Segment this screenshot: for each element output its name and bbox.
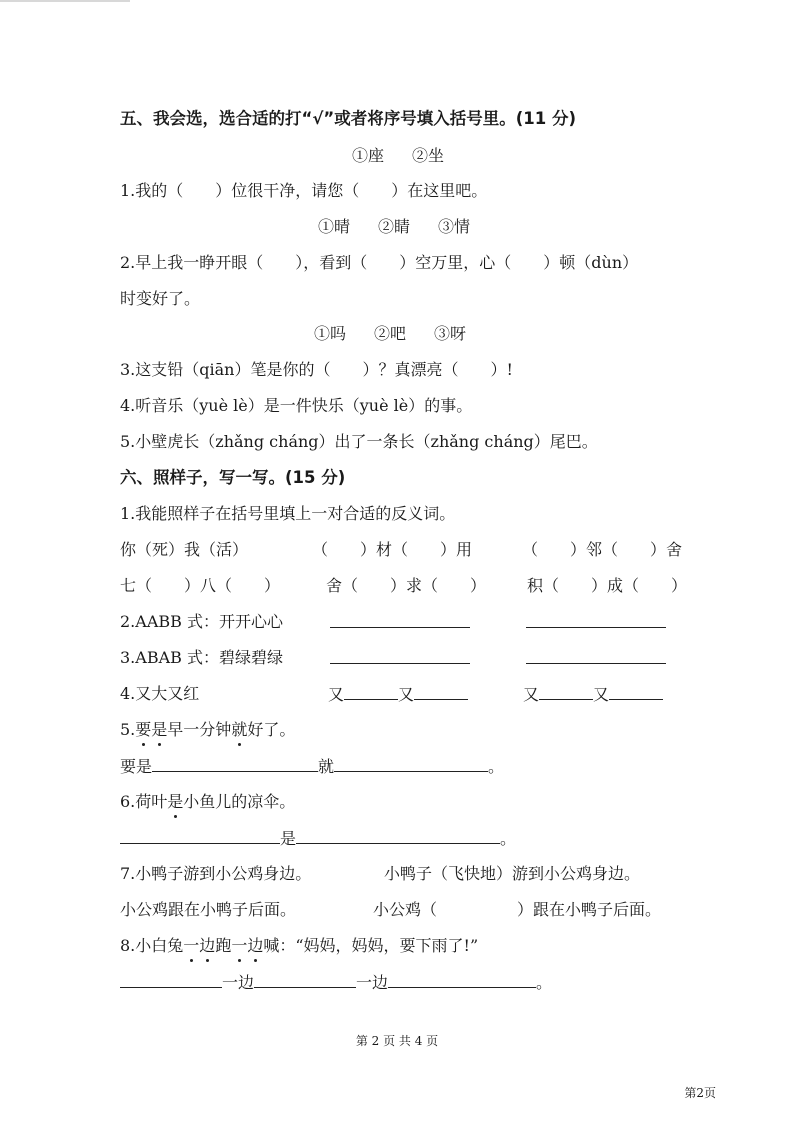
page-number: 第2页 (684, 1086, 716, 1100)
option: ①晴 (318, 217, 351, 236)
answer-line[interactable] (152, 755, 318, 772)
answer-line[interactable] (330, 647, 470, 664)
section-6-heading: 六、照样子，写一写。(15 分) (120, 468, 346, 487)
q2-text-cont: 时变好了。 (120, 289, 201, 308)
q5-text: 5.小壁虎长（zhǎng cháng）出了一条长（zhǎng cháng）尾巴。 (120, 432, 598, 451)
answer-line[interactable] (254, 971, 356, 988)
q4-text: 4.听音乐（yuè lè）是一件快乐（yuè lè）的事。 (120, 396, 473, 415)
q7-original-1: 7.小鸭子游到小公鸡身边。 (120, 864, 312, 883)
answer-line[interactable] (609, 683, 663, 700)
option: ②睛 (378, 217, 411, 236)
option: ③呀 (434, 324, 467, 343)
q2-options (318, 216, 498, 238)
answer-line[interactable] (388, 971, 536, 988)
you-pattern: 又 又 (523, 683, 663, 706)
q7-original-2: 小公鸡跟在小鸭子后面。 (120, 900, 297, 919)
q5-sentence: 5.要是早一分钟就好了。 (120, 720, 296, 739)
q6-sentence: 6.荷叶是小鱼儿的凉伞。 (120, 792, 296, 811)
top-edge-mark (0, 0, 130, 2)
answer-line[interactable] (526, 647, 666, 664)
aabb-label: 2.AABB 式：开开心心 (120, 612, 283, 631)
q1-options (352, 145, 472, 167)
q5-fill: 要是 就 。 (120, 757, 505, 776)
q8-sentence: 8.小白兔一边跑一边喊：“妈妈，妈妈，要下雨了!” (120, 936, 479, 955)
answer-line[interactable] (414, 683, 468, 700)
answer-line[interactable] (120, 827, 280, 844)
option: ②坐 (412, 146, 445, 165)
answer-line[interactable] (334, 755, 488, 772)
you-pattern: 又 又 (328, 683, 468, 706)
answer-line[interactable] (526, 611, 666, 628)
q7-blank: 小公鸡（ ）跟在小鸭子后面。 (373, 900, 662, 919)
section-5-heading: 五、我会选，选合适的打“√”或者将序号填入括号里。(11 分) (120, 109, 576, 128)
antonym-blank: 积（ ）成（ ） (527, 576, 688, 595)
q8-fill: 一边 一边 。 (120, 971, 552, 994)
answer-line[interactable] (296, 827, 500, 844)
q3-text: 3.这支铅（qiān）笔是你的（ ）？真漂亮（ ）! (120, 360, 513, 379)
s6-q1-text: 1.我能照样子在括号里填上一对合适的反义词。 (120, 504, 456, 523)
antonym-blank: （ ）材（ ）用 (312, 540, 473, 559)
page-footer: 第 2 页 共 4 页 (355, 1034, 439, 1048)
q7-example: 小鸭子（飞快地）游到小公鸡身边。 (384, 864, 641, 883)
answer-line[interactable] (120, 971, 222, 988)
answer-line[interactable] (344, 683, 398, 700)
option: ①座 (352, 146, 385, 165)
q3-options (314, 323, 494, 345)
q2-text: 2.早上我一睁开眼（ ），看到（ ）空万里，心（ ）顿（dùn） (120, 253, 639, 272)
option: ②吧 (374, 324, 407, 343)
antonym-example: 你（死）我（活） (120, 540, 249, 559)
option: ①吗 (314, 324, 347, 343)
option: ③情 (438, 217, 471, 236)
you-label: 4.又大又红 (120, 684, 200, 703)
answer-line[interactable] (330, 611, 470, 628)
q6-fill: 是 。 (120, 827, 516, 850)
answer-line[interactable] (539, 683, 593, 700)
antonym-blank: 七（ ）八（ ） (120, 576, 281, 595)
antonym-blank: 舍（ ）求（ ） (326, 576, 487, 595)
q1-text: 1.我的（ ）位很干净，请您（ ）在这里吧。 (120, 181, 488, 200)
abab-label: 3.ABAB 式：碧绿碧绿 (120, 648, 283, 667)
antonym-blank: （ ）邻（ ）舍 (522, 540, 683, 559)
